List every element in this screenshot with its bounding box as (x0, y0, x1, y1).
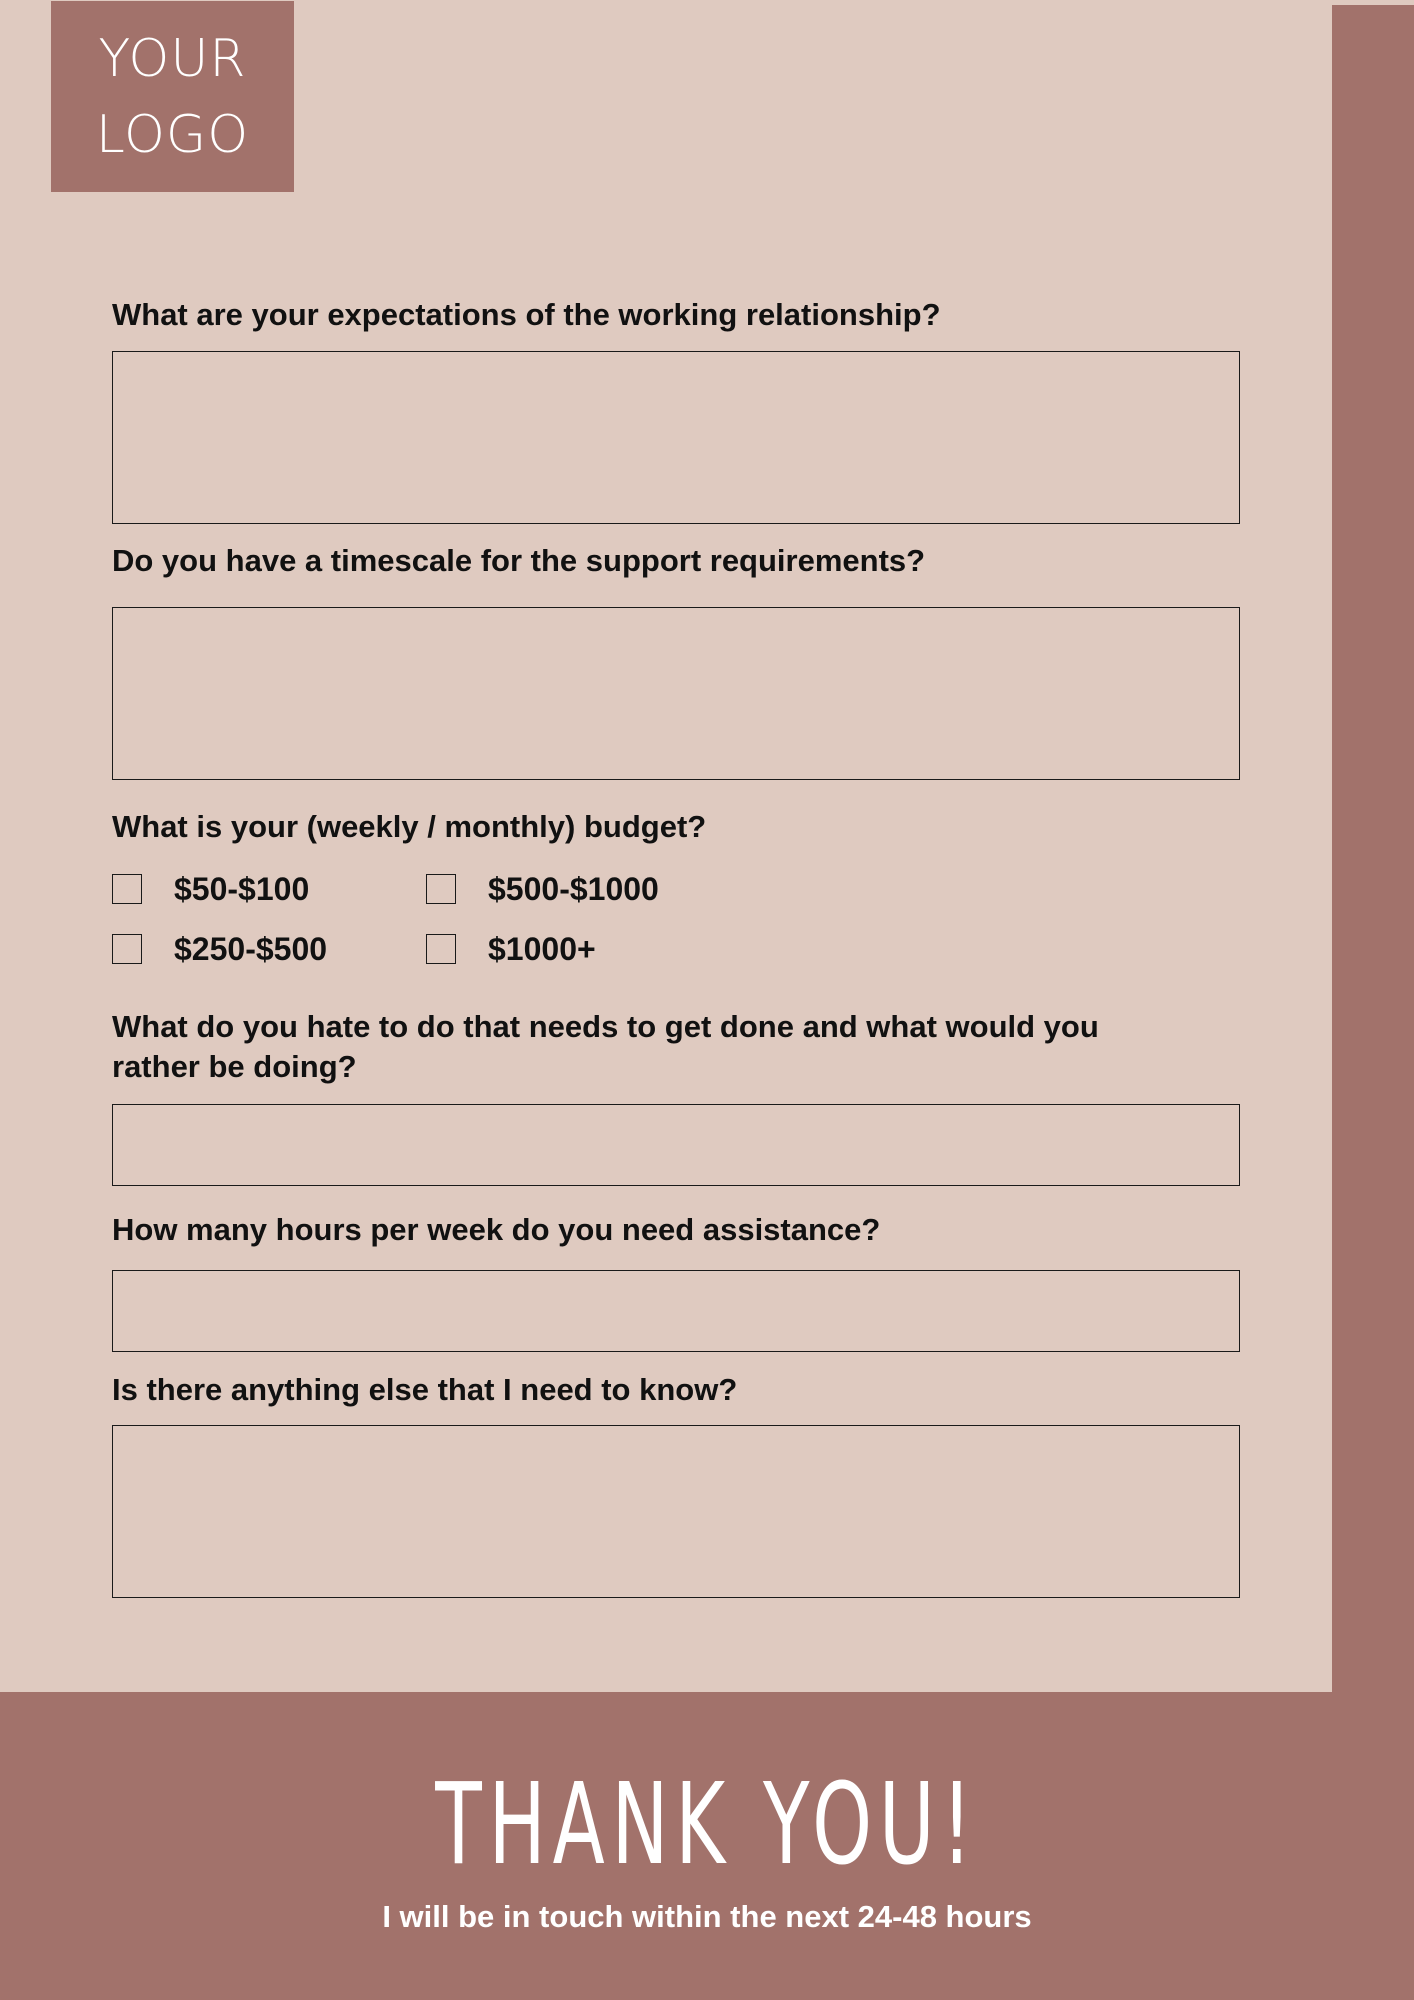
budget-option-label: $50-$100 (174, 870, 310, 907)
question-timescale: Do you have a timescale for the support requirements? (112, 543, 926, 578)
question-budget: What is your (weekly / monthly) budget? (112, 809, 707, 844)
budget-option-500-1000[interactable] (426, 872, 659, 906)
thank-you-heading: THANK YOU! (435, 1760, 979, 1890)
budget-option-50-100[interactable] (112, 872, 309, 906)
question-anything-else: Is there anything else that I need to know? (112, 1372, 738, 1407)
logo-line-2: LOGO (95, 104, 250, 165)
budget-option-250-500[interactable] (112, 932, 327, 966)
answer-box-timescale[interactable] (112, 607, 1240, 780)
answer-box-expectations[interactable] (112, 351, 1240, 524)
contact-note: I will be in touch within the next 24-48 hours (382, 1899, 1032, 1934)
checkbox[interactable] (426, 874, 456, 904)
answer-box-anything-else[interactable] (112, 1425, 1240, 1598)
checkbox[interactable] (112, 874, 142, 904)
checkbox[interactable] (426, 934, 456, 964)
budget-option-label: $1000+ (488, 930, 596, 967)
budget-option-label: $250-$500 (174, 930, 328, 967)
question-hours: How many hours per week do you need assistance? (112, 1212, 881, 1247)
question-expectations: What are your expectations of the working relationship? (112, 297, 941, 332)
footer-banner (0, 1692, 1414, 2000)
budget-option-1000-plus[interactable] (426, 932, 596, 966)
logo-placeholder (51, 1, 294, 192)
checkbox[interactable] (112, 934, 142, 964)
question-tasks: What do you hate to do that needs to get done and what would you rather be doing? (112, 1009, 1099, 1084)
side-accent-bar (1332, 5, 1414, 1695)
answer-box-tasks[interactable] (112, 1104, 1240, 1186)
logo-line-1: YOUR (98, 28, 247, 89)
answer-box-hours[interactable] (112, 1270, 1240, 1352)
budget-option-label: $500-$1000 (488, 870, 659, 907)
